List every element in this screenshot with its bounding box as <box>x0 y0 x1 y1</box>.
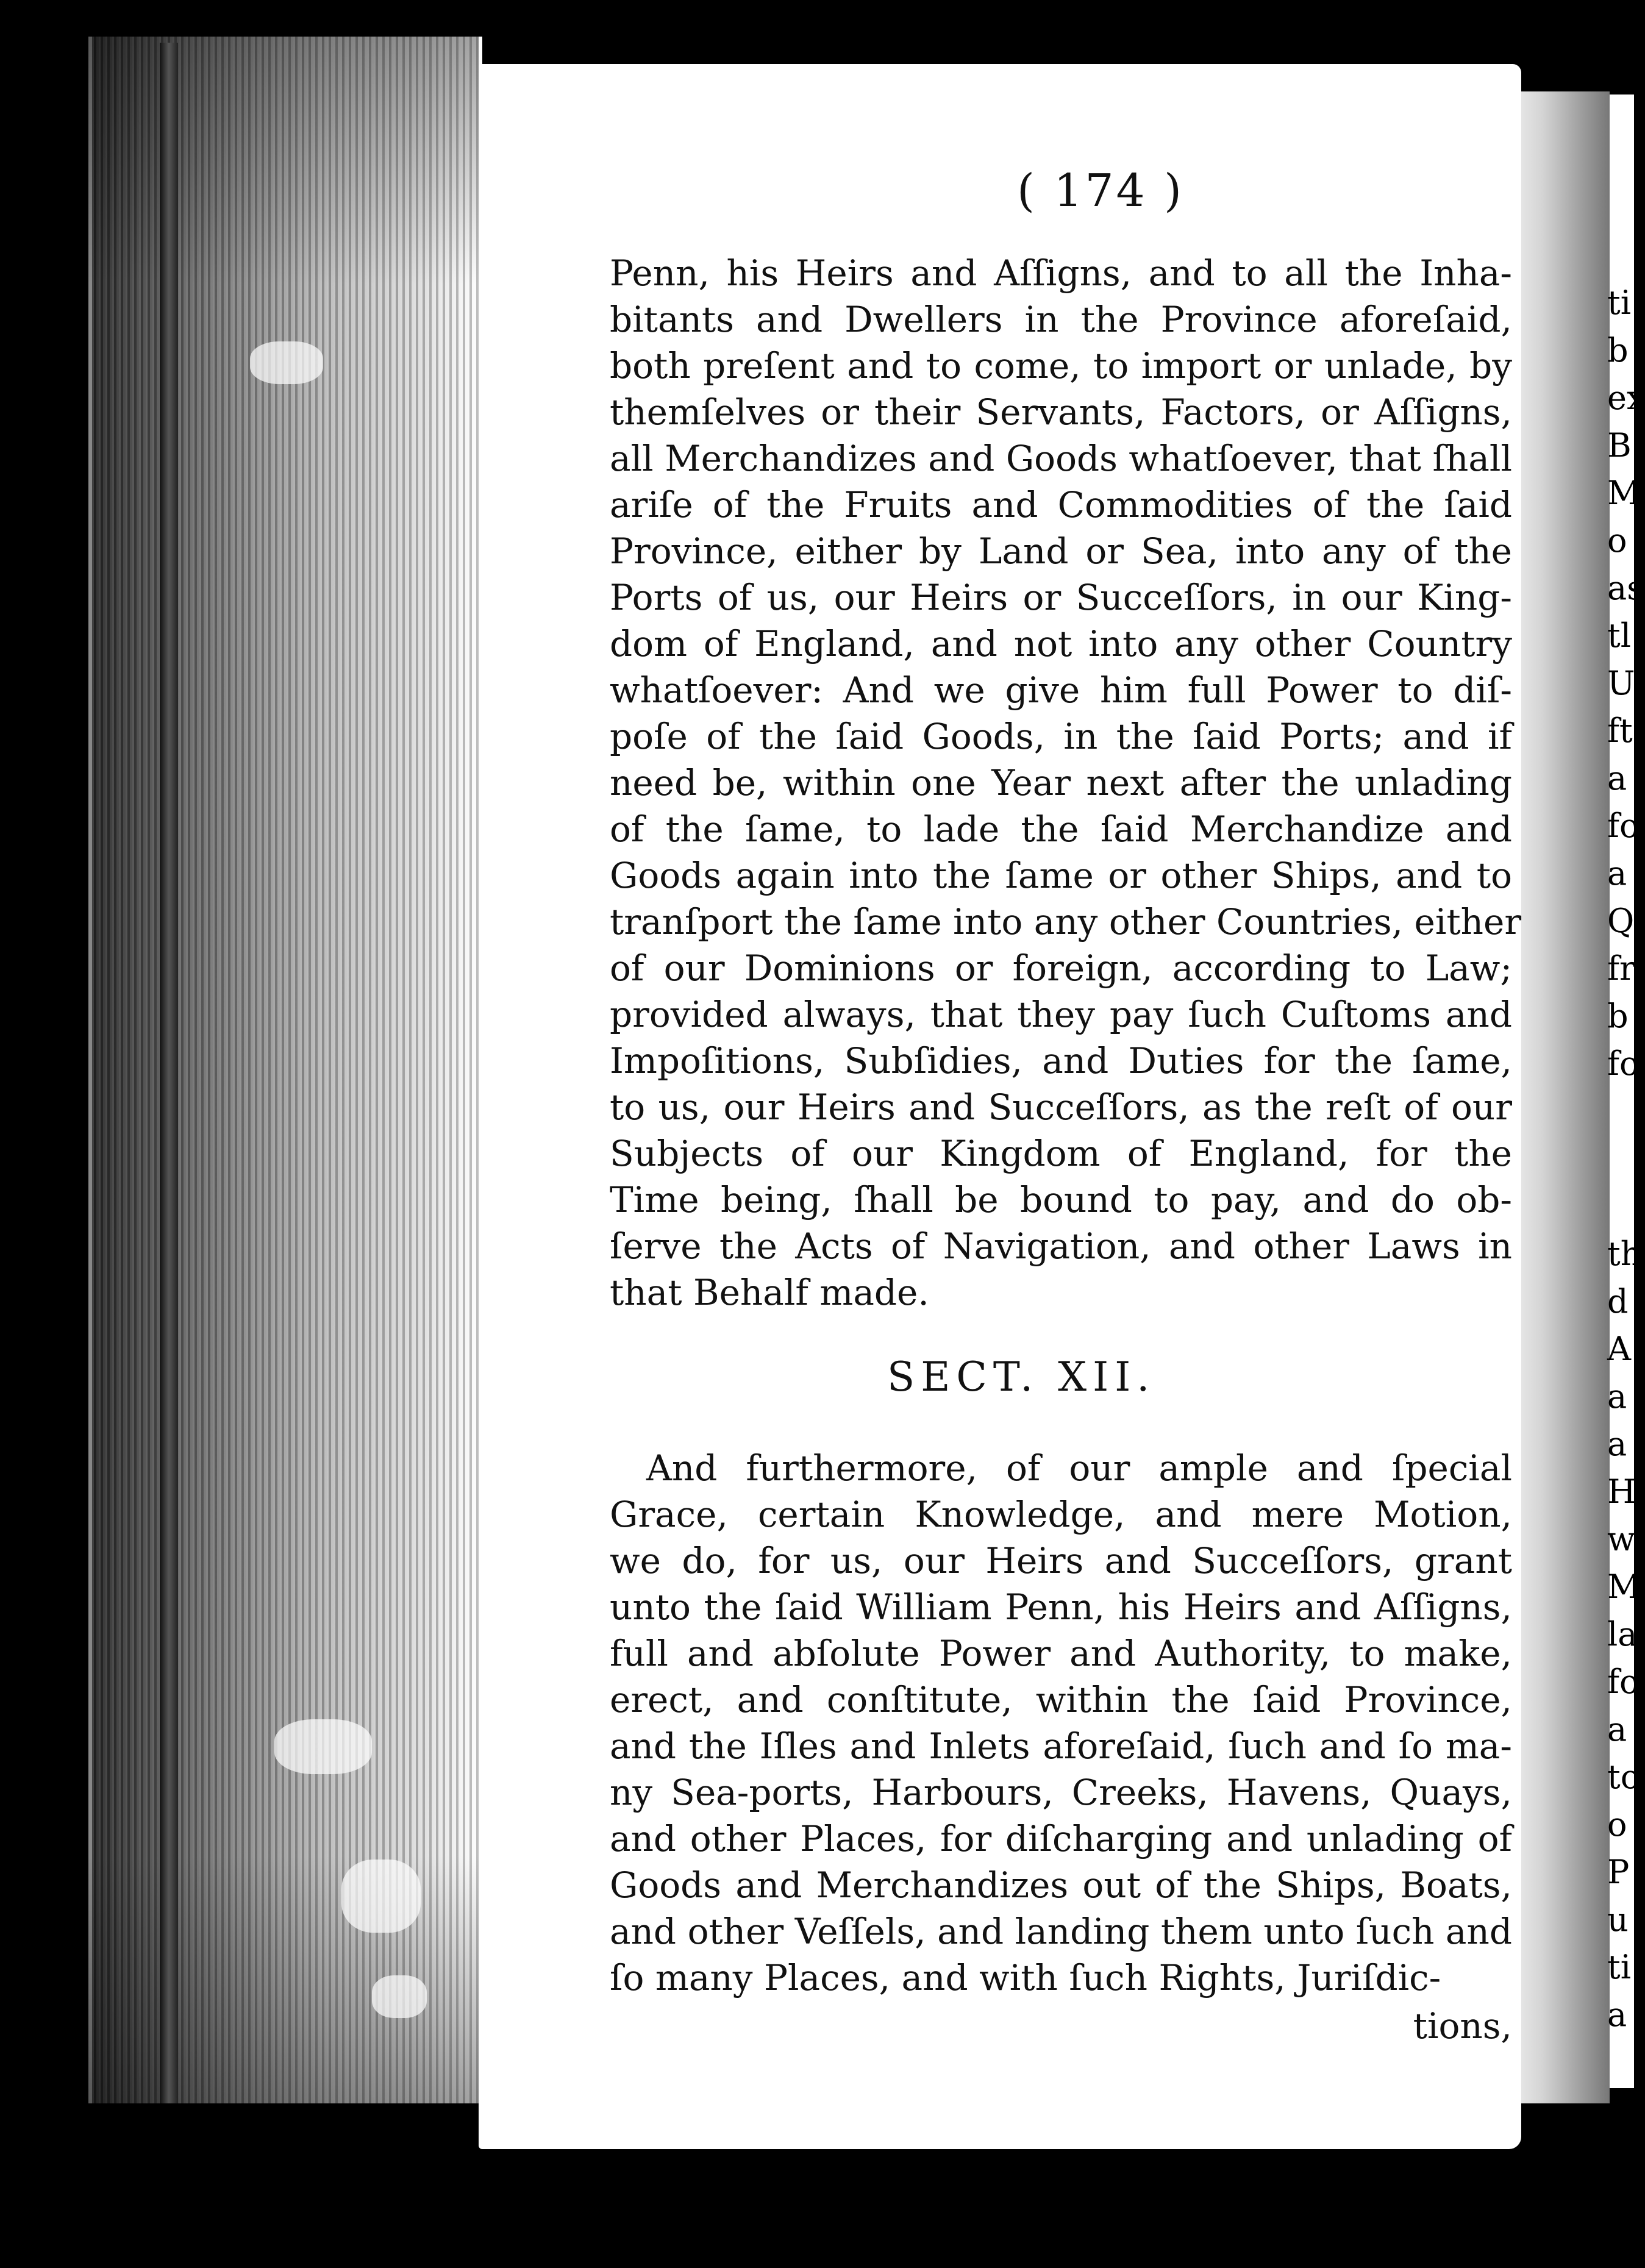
text-line: unto the ſaid William Penn, his Heirs and Aſſigns, <box>610 1586 1512 1628</box>
facing-page-fragment: o <box>1607 1805 1627 1844</box>
catchword: tions, <box>1413 2005 1512 2047</box>
text-line: Time being, ſhall be bound to pay, and do ob- <box>610 1179 1512 1221</box>
text-line: of the ſame, to lade the ſaid Merchandize and <box>610 808 1512 850</box>
facing-page-fragment: b <box>1607 331 1629 369</box>
text-line: And furthermore, of our ample and ſpecial <box>646 1447 1512 1489</box>
facing-page-fragment: u <box>1607 1900 1629 1939</box>
text-line: Penn, his Heirs and Aſſigns, and to all the Inha- <box>610 252 1512 294</box>
facing-page-fragment: a <box>1607 854 1627 893</box>
text-line: Subjects of our Kingdom of England, for the <box>610 1133 1512 1174</box>
facing-page-fragment: b <box>1607 997 1629 1035</box>
facing-page-fragment: ft <box>1607 711 1633 750</box>
text-line: Goods again into the ſame or other Ships, and to <box>610 855 1512 896</box>
facing-page-fragment: la <box>1607 1615 1638 1653</box>
text-line: provided always, that they pay ſuch Cuſtoms and <box>610 994 1512 1035</box>
text-line: dom of England, and not into any other Country <box>610 623 1512 665</box>
paragraph-ports-harbours <box>610 1445 1512 2001</box>
facing-page-fragment: a <box>1607 759 1627 797</box>
text-line: that Behalf made. <box>610 1272 929 1313</box>
facing-page-fragment: fo <box>1607 1663 1640 1701</box>
text-line: of our Dominions or foreign, according to Law; <box>610 947 1512 989</box>
text-line: to us, our Heirs and Succeſſors, as the reſt of our <box>610 1086 1512 1128</box>
facing-page-fragment: H <box>1607 1472 1636 1511</box>
scan-speck <box>274 1719 372 1774</box>
text-line: all Merchandizes and Goods whatſoever, that ſhall <box>610 438 1512 479</box>
facing-page-fragment: fo <box>1607 1044 1640 1083</box>
text-line: Goods and Merchandizes out of the Ships, Boats, <box>610 1864 1512 1906</box>
facing-page-fragment: tl <box>1607 616 1631 655</box>
facing-page-fragment: ti <box>1607 1948 1631 1986</box>
facing-page-fragment: Q <box>1607 902 1635 940</box>
facing-page-fragment: a <box>1607 1377 1627 1416</box>
facing-page-fragment: U <box>1607 664 1635 702</box>
text-line: ariſe of the Fruits and Commodities of the ſaid <box>610 484 1512 526</box>
facing-page-fragment: B <box>1607 426 1632 465</box>
text-line: themſelves or their Servants, Factors, or Aſſigns, <box>610 391 1512 433</box>
paragraph-charter-trade <box>610 250 1522 1316</box>
facing-page-fragment: to <box>1607 1758 1641 1796</box>
facing-page-fragment: as <box>1607 569 1644 607</box>
text-line: whatſoever: And we give him full Power to diſ- <box>610 669 1512 711</box>
facing-page-fragment: ex <box>1607 379 1645 417</box>
text-line: and other Places, for diſcharging and unlading of <box>610 1818 1512 1860</box>
text-line: Impoſitions, Subſidies, and Duties for the ſame, <box>610 1040 1512 1082</box>
scan-speck <box>341 1860 421 1933</box>
text-line: bitants and Dwellers in the Province aforeſaid, <box>610 299 1512 340</box>
facing-page-fragment: fr <box>1607 949 1635 988</box>
binding-fold <box>160 43 178 2103</box>
text-line: ny Sea-ports, Harbours, Creeks, Havens, Quays, <box>610 1772 1512 1813</box>
section-heading: SECT. XII. <box>887 1353 1156 1400</box>
text-line: full and abſolute Power and Authority, to make, <box>610 1633 1512 1674</box>
text-line: poſe of the ſaid Goods, in the ſaid Ports; and if <box>610 716 1512 757</box>
facing-page-fragment: a <box>1607 1710 1627 1749</box>
facing-page-fragment: d <box>1607 1282 1629 1321</box>
facing-page-fragment: P <box>1607 1853 1630 1891</box>
facing-page-fragment: fo <box>1607 807 1640 845</box>
facing-page-fragment: M <box>1607 474 1641 512</box>
facing-page-fragment: M <box>1607 1567 1641 1606</box>
text-line: ſo many Places, and with ſuch Rights, Juriſdic- <box>610 1957 1441 1999</box>
text-line: Province, either by Land or Sea, into any of the <box>610 530 1512 572</box>
facing-page-fragment: ti <box>1607 284 1631 322</box>
scan-speck <box>250 341 323 384</box>
text-line: need be, within one Year next after the unlading <box>610 762 1512 804</box>
facing-page-fragment: a <box>1607 1995 1627 2034</box>
text-line: ſerve the Acts of Navigation, and other Laws in <box>610 1225 1512 1267</box>
facing-page-fragment: th <box>1607 1235 1642 1273</box>
text-line: both preſent and to come, to import or unlade, by <box>610 345 1512 387</box>
text-line: Ports of us, our Heirs or Succeſſors, in our King- <box>610 577 1512 618</box>
catchword-line <box>610 2003 1512 2049</box>
text-line: and the Iſles and Inlets aforeſaid, ſuch and ſo ma- <box>610 1725 1512 1767</box>
scan-speck <box>372 1975 427 2018</box>
facing-page-fragment: w <box>1607 1520 1636 1558</box>
text-line: and other Veſſels, and landing them unto ſuch and <box>610 1911 1512 1952</box>
text-line: erect, and conſtitute, within the ſaid Province, <box>610 1679 1512 1721</box>
facing-page-fragment: a <box>1607 1425 1627 1463</box>
text-line: we do, for us, our Heirs and Succeſſors, grant <box>610 1540 1512 1582</box>
text-line: Grace, certain Knowledge, and mere Motion, <box>610 1494 1512 1535</box>
page-number: ( 174 ) <box>1016 165 1185 217</box>
text-line: tranſport the ſame into any other Countries, either <box>610 901 1522 943</box>
facing-page-fragment: o <box>1607 521 1627 560</box>
facing-page-fragment: A <box>1607 1330 1631 1368</box>
